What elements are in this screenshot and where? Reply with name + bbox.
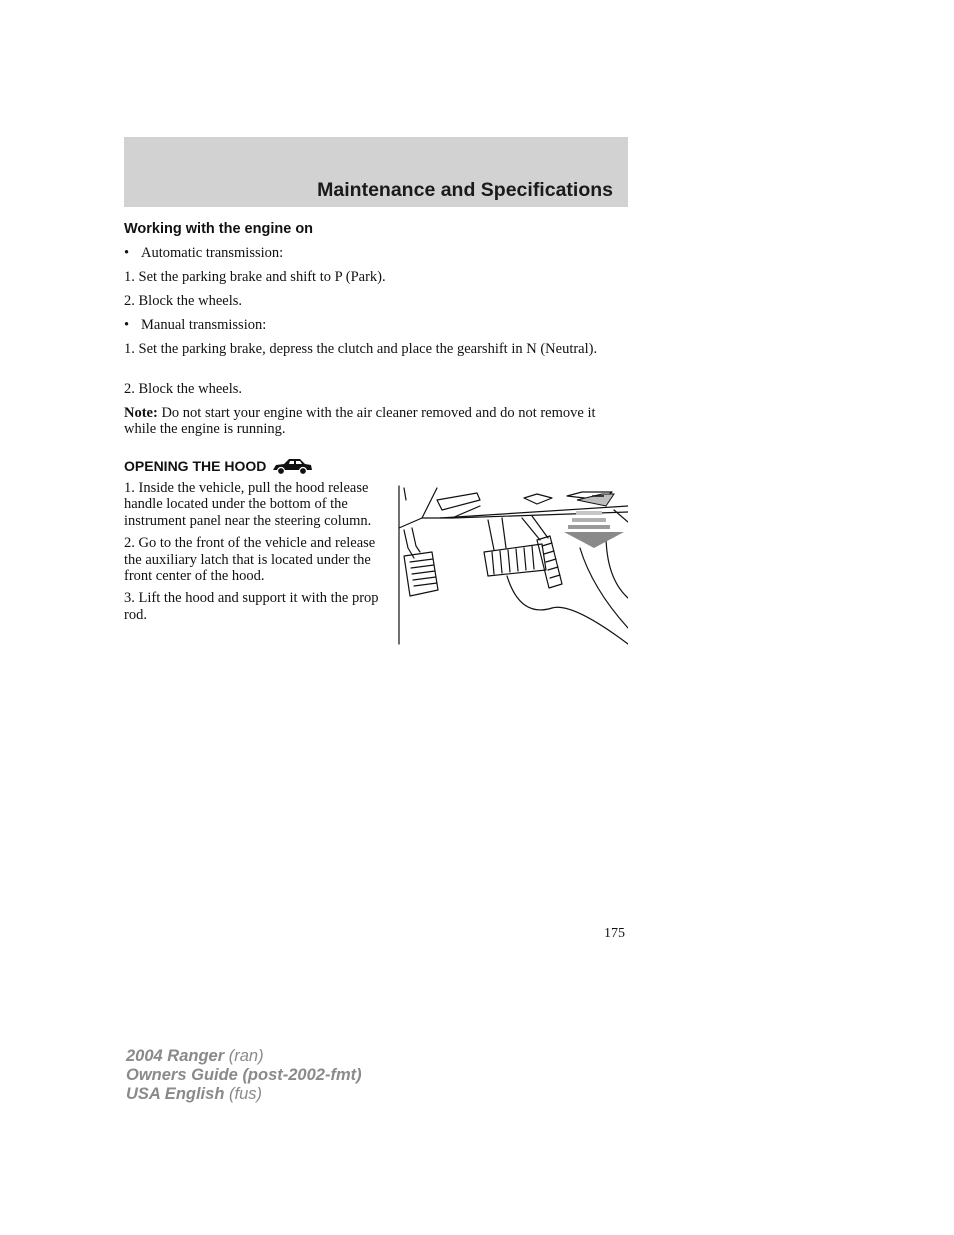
- instruction-line: 2. Block the wheels.: [124, 293, 242, 309]
- bullet-line: • Manual transmission:: [124, 317, 267, 333]
- hood-steps: [124, 480, 379, 629]
- footer-line-1: 2004 Ranger (ran): [126, 1047, 264, 1065]
- instruction-line: 1. Set the parking brake and shift to P (Park).: [124, 269, 386, 285]
- bullet-icon: •: [124, 245, 130, 261]
- instruction-line: 2. Block the wheels.: [124, 381, 242, 397]
- section-title: Maintenance and Specifications: [317, 179, 613, 201]
- hood-release-handle-illustration: [392, 478, 628, 648]
- bullet-icon: •: [124, 317, 130, 333]
- note-label: Note:: [124, 405, 158, 421]
- note-paragraph: [124, 405, 624, 438]
- footer-line-3: USA English (fus): [126, 1085, 262, 1103]
- hood-step: 3. Lift the hood and support it with the prop rod.: [124, 590, 379, 623]
- section-header-band: [124, 137, 628, 207]
- instruction-line: 1. Set the parking brake, depress the clutch and place the gearshift in N (Neutral).: [124, 341, 598, 357]
- hood-heading-text: OPENING THE HOOD: [124, 458, 267, 474]
- bullet-line: • Automatic transmission:: [124, 245, 284, 261]
- note-text: Do not start your engine with the air cleaner removed and do not remove it while the engine is running.: [124, 405, 596, 438]
- hood-heading: [124, 455, 314, 477]
- car-hood-icon: [270, 455, 314, 477]
- pull-direction-arrow-icon: [564, 511, 624, 548]
- hood-step: 2. Go to the front of the vehicle and release the auxiliary latch that is located under the front center of the hood.: [124, 535, 376, 585]
- document-footer: [126, 1047, 362, 1104]
- hood-step: 1. Inside the vehicle, pull the hood release handle located under the bottom of the instrument panel near the steering column.: [124, 480, 372, 529]
- engine-on-heading: Working with the engine on: [124, 221, 314, 237]
- hood-release-handle: [577, 494, 614, 506]
- footer-line-2: Owners Guide (post-2002-fmt): [126, 1066, 362, 1084]
- page-number: 175: [604, 926, 625, 941]
